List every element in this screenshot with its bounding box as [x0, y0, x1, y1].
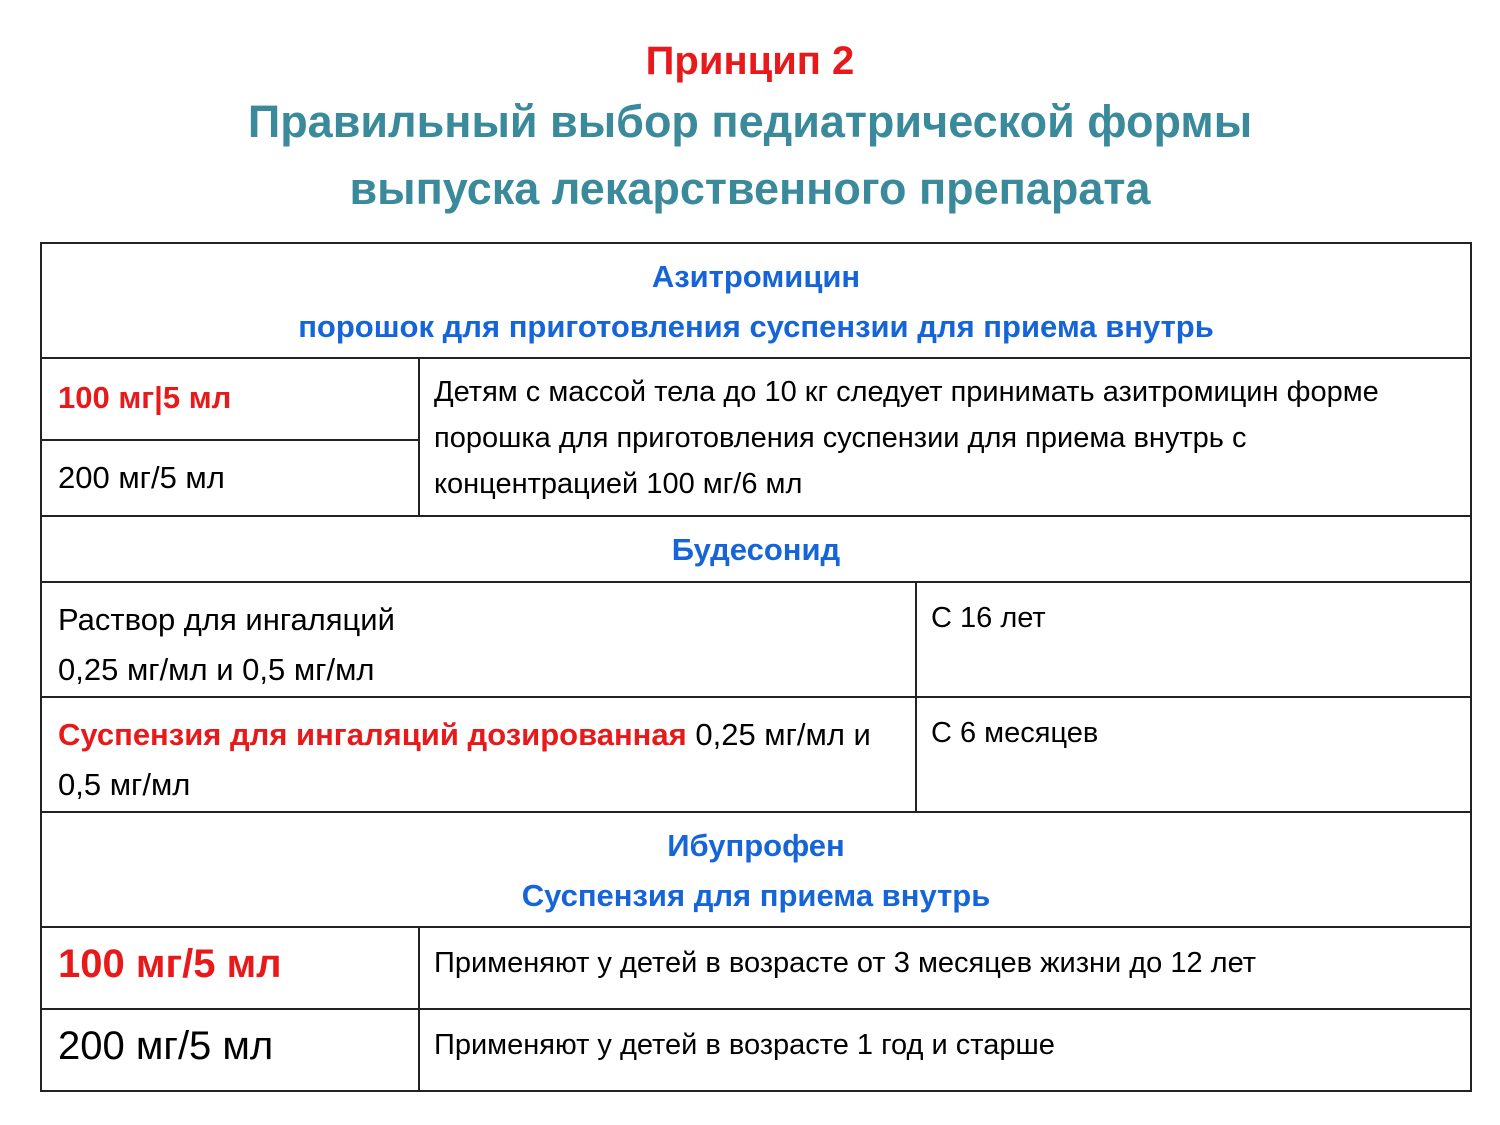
- ibuprofen-note-100: Применяют у детей в возрасте от 3 месяцев жизни до 12 лет: [418, 926, 1472, 1010]
- ibuprofen-note-200: Применяют у детей в возрасте 1 год и старше: [418, 1008, 1472, 1092]
- drug-forms-table: [40, 242, 1472, 1092]
- budesonide-solution-cell: [40, 581, 917, 698]
- budesonide-header: [40, 515, 1472, 583]
- budesonide-solution-age: С 16 лет: [915, 581, 1472, 698]
- ibuprofen-dose-200: 200 мг/5 мл: [40, 1008, 420, 1092]
- budesonide-solution-form: Раствор для ингаляций: [58, 602, 395, 637]
- ibuprofen-header: [40, 811, 1472, 928]
- budesonide-solution-dose: 0,25 мг/мл и 0,5 мг/мл: [58, 652, 375, 687]
- azithromycin-name: Азитромицин: [651, 259, 861, 294]
- azithromycin-form: порошок для приготовления суспензии для приема внутрь: [298, 309, 1214, 344]
- azithromycin-dose-200: 200 мг/5 мл: [40, 439, 420, 517]
- ibuprofen-dose-100: 100 мг/5 мл: [40, 926, 420, 1010]
- ibuprofen-name: Ибупрофен: [667, 828, 845, 863]
- slide-title: [0, 34, 1500, 222]
- title-line-1: Правильный выбор педиатрической формы: [247, 96, 1253, 147]
- budesonide-suspension-dose: 0,25 мг/мл и 0,5 мг/мл: [58, 717, 871, 802]
- principle-label: Принцип 2: [645, 39, 855, 83]
- budesonide-name: Будесонид: [671, 532, 841, 567]
- azithromycin-dose-100: 100 мг|5 мл: [40, 357, 420, 441]
- budesonide-suspension-form: Суспензия для ингаляций дозированная: [58, 717, 687, 752]
- budesonide-suspension-cell: [40, 696, 917, 813]
- azithromycin-note: Детям с массой тела до 10 кг следует принимать азитромицин форме порошка для приготовления суспензии для приема внутрь с концентрацией 100 мг/6 мл: [418, 357, 1472, 517]
- budesonide-suspension-age: С 6 месяцев: [915, 696, 1472, 813]
- ibuprofen-form: Суспензия для приема внутрь: [521, 878, 991, 913]
- title-line-2: выпуска лекарственного препарата: [349, 163, 1151, 214]
- azithromycin-header: [40, 242, 1472, 359]
